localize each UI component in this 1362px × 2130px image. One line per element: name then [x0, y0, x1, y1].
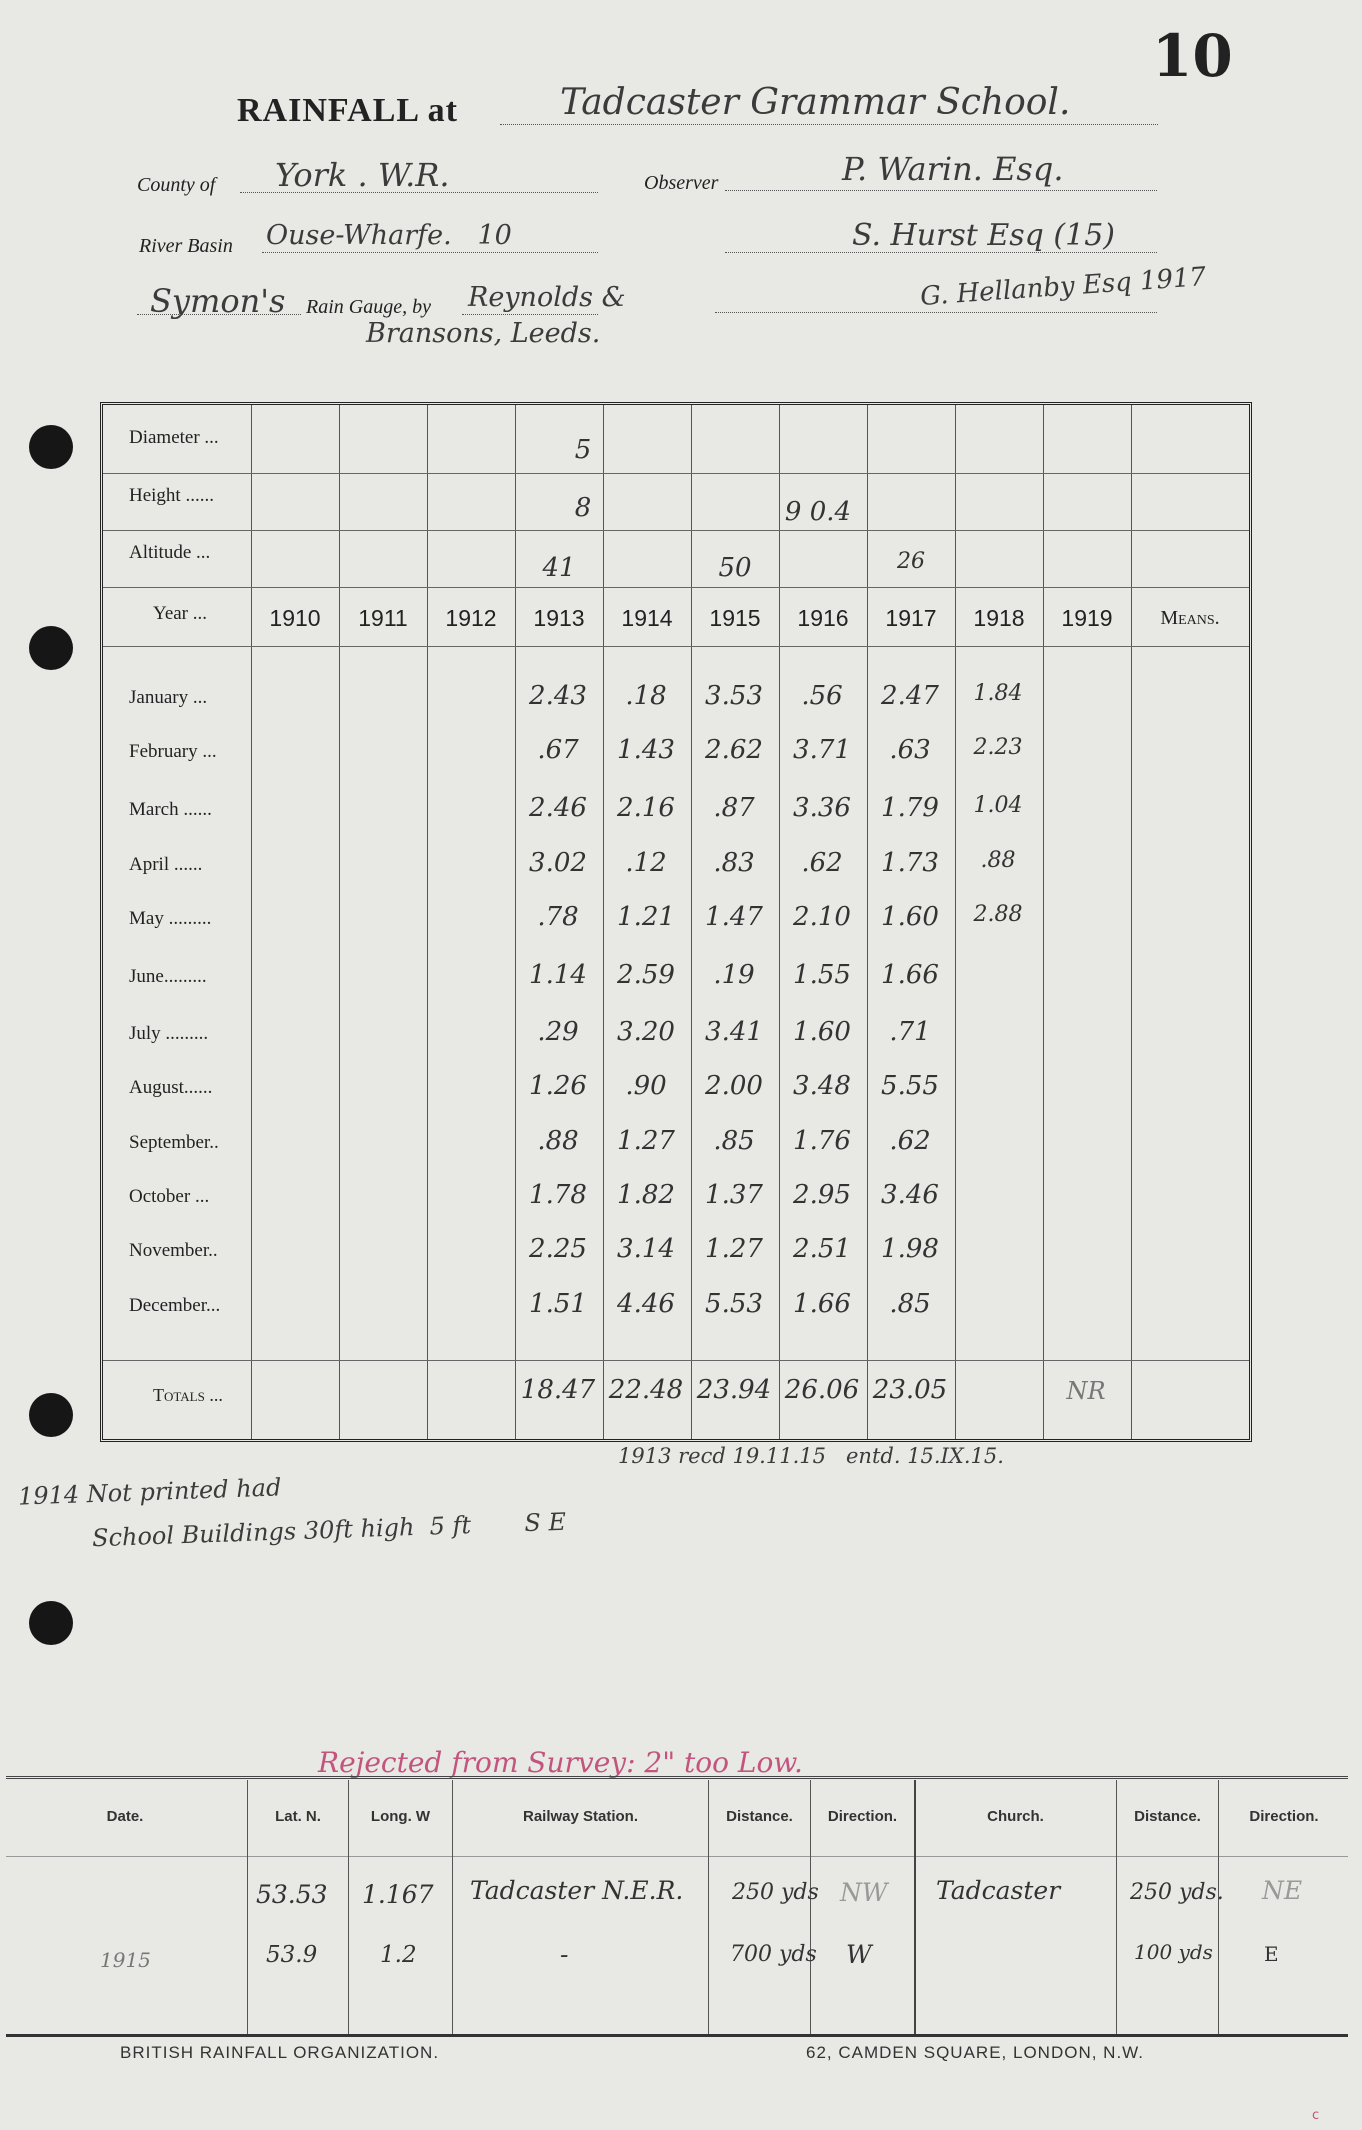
- rain-1915-m8: 2.00: [705, 1071, 763, 1101]
- punch-hole: [29, 1601, 73, 1645]
- county-value: York . W.R.: [275, 156, 450, 194]
- rain-1914-m8: .90: [625, 1071, 667, 1101]
- rain-1913-m4: 3.02: [529, 848, 587, 878]
- row2-church-direction: E: [1264, 1942, 1279, 1966]
- rain-1916-m12: 1.66: [793, 1289, 851, 1319]
- row2-date: 1915: [100, 1948, 151, 1972]
- rain-1916-m5: 2.10: [793, 902, 851, 932]
- river-basin-value: Ouse-Wharfe. 10: [266, 220, 512, 251]
- header-rail-direction: Direction.: [827, 1808, 898, 1825]
- rain-1915-m4: .83: [713, 848, 755, 878]
- rain-1913-m7: .29: [537, 1017, 579, 1047]
- row2-rail-distance: 700 yds: [730, 1942, 817, 1967]
- month-july: July .........: [129, 1023, 209, 1044]
- rain-1916-m11: 2.51: [793, 1234, 851, 1264]
- rain-1913-m8: 1.26: [529, 1071, 587, 1101]
- rain-1915-m1: 3.53: [705, 681, 763, 711]
- rain-1917-m12: .85: [889, 1289, 931, 1319]
- month-october: October ...: [129, 1186, 210, 1207]
- row1-rail-distance: 250 yds: [732, 1880, 819, 1905]
- year-1910: 1910: [269, 605, 321, 631]
- footer-address: 62, CAMDEN SQUARE, LONDON, N.W.: [806, 2043, 1144, 2062]
- note-line-1: 1914 Not printed had: [17, 1473, 282, 1511]
- row1-lat: 53.53: [256, 1880, 328, 1909]
- rain-1913-m3: 2.46: [529, 793, 587, 823]
- corner-mark: c: [1312, 2108, 1320, 2123]
- rain-1918-m1: 1.84: [973, 681, 1023, 706]
- year-1911: 1911: [358, 605, 408, 631]
- rain-1913-m2: .67: [537, 735, 579, 765]
- height-value-1915: 9 0.4: [784, 497, 852, 527]
- rain-1916-m8: 3.48: [793, 1071, 851, 1101]
- altitude-label: Altitude ...: [129, 542, 211, 563]
- rain-1913-m12: 1.51: [529, 1289, 587, 1319]
- year-1913: 1913: [533, 605, 585, 631]
- rain-1917-m4: 1.73: [881, 848, 939, 878]
- altitude-value-1913: 41: [542, 553, 576, 583]
- rain-1916-m9: 1.76: [793, 1126, 851, 1156]
- year-1917: 1917: [885, 605, 937, 631]
- rain-1914-m9: 1.27: [617, 1126, 675, 1156]
- rain-1916-m1: .56: [801, 681, 843, 711]
- rain-1913-m1: 2.43: [529, 681, 587, 711]
- rain-1917-m2: .63: [889, 735, 931, 765]
- row2-lat: 53.9: [266, 1942, 318, 1968]
- station-name: Tadcaster Grammar School.: [560, 82, 1071, 123]
- year-1918: 1918: [973, 605, 1025, 631]
- gauge-maker-line2: Bransons, Leeds.: [366, 318, 601, 349]
- year-1912: 1912: [445, 605, 497, 631]
- rain-1917-m6: 1.66: [881, 960, 939, 990]
- rain-1918-m4: .88: [980, 848, 1016, 873]
- height-value-1913: 8: [574, 493, 592, 523]
- height-label: Height ......: [129, 485, 214, 506]
- rain-1914-m5: 1.21: [617, 902, 675, 932]
- diameter-value: 5: [574, 435, 592, 465]
- month-april: April ......: [129, 854, 203, 875]
- rain-1917-m5: 1.60: [881, 902, 939, 932]
- diameter-label: Diameter ...: [129, 427, 219, 448]
- rain-1914-m1: .18: [625, 681, 667, 711]
- rain-1914-m7: 3.20: [617, 1017, 675, 1047]
- gauge-maker-line1: Reynolds &: [468, 282, 626, 313]
- row1-rail-direction: NW: [840, 1878, 888, 1907]
- year-label: Year ...: [153, 603, 208, 624]
- rain-1917-m3: 1.79: [881, 793, 939, 823]
- month-january: January ...: [129, 687, 208, 708]
- total-1914: 22.48: [608, 1375, 684, 1405]
- rain-1917-m8: 5.55: [881, 1071, 939, 1101]
- year-1919: 1919: [1061, 605, 1113, 631]
- year-1915: 1915: [709, 605, 761, 631]
- rain-1913-m10: 1.78: [529, 1180, 587, 1210]
- rain-1916-m2: 3.71: [793, 735, 851, 765]
- row1-church-distance: 250 yds.: [1130, 1880, 1224, 1905]
- rain-1916-m7: 1.60: [793, 1017, 851, 1047]
- rain-1914-m3: 2.16: [617, 793, 675, 823]
- month-september: September..: [129, 1132, 219, 1153]
- year-1916: 1916: [797, 605, 849, 631]
- month-november: November..: [129, 1240, 218, 1261]
- rain-1917-m1: 2.47: [881, 681, 939, 711]
- rain-1914-m6: 2.59: [617, 960, 675, 990]
- month-august: August......: [129, 1077, 213, 1098]
- total-1919: NR: [1066, 1377, 1106, 1405]
- station-table: [0, 1776, 1362, 2038]
- rain-1918-m2: 2.23: [973, 735, 1023, 760]
- total-1913: 18.47: [520, 1375, 596, 1405]
- rain-1918-m5: 2.88: [973, 902, 1023, 927]
- rain-1917-m11: 1.98: [881, 1234, 939, 1264]
- rain-1916-m6: 1.55: [793, 960, 851, 990]
- river-basin-label: River Basin: [139, 235, 233, 257]
- observer-1: P. Warin. Esq.: [842, 150, 1064, 188]
- total-1916: 26.06: [784, 1375, 860, 1405]
- row2-rail-direction: W: [846, 1940, 872, 1969]
- rain-1914-m4: .12: [625, 848, 667, 878]
- row1-long: 1.167: [362, 1880, 434, 1909]
- rain-1915-m2: 2.62: [705, 735, 763, 765]
- month-march: March ......: [129, 799, 212, 820]
- header-date: Date.: [106, 1808, 144, 1825]
- rain-1915-m5: 1.47: [705, 902, 763, 932]
- observer-2: S. Hurst Esq (15): [852, 218, 1115, 253]
- header-church-distance: Distance.: [1134, 1808, 1201, 1825]
- row1-railway: Tadcaster N.E.R.: [470, 1876, 684, 1905]
- rain-1914-m12: 4.46: [617, 1289, 675, 1319]
- rain-1915-m3: .87: [713, 793, 755, 823]
- observer-label: Observer: [644, 172, 719, 194]
- rain-1916-m10: 2.95: [793, 1180, 851, 1210]
- rain-1917-m7: .71: [889, 1017, 931, 1047]
- county-label: County of: [137, 174, 216, 196]
- row2-church-distance: 100 yds: [1134, 1940, 1213, 1964]
- rain-1915-m11: 1.27: [705, 1234, 763, 1264]
- month-february: February ...: [129, 741, 217, 762]
- rain-1915-m7: 3.41: [705, 1017, 763, 1047]
- rain-1915-m9: .85: [713, 1126, 755, 1156]
- altitude-value-1917: 26: [897, 549, 925, 574]
- rain-1916-m4: .62: [801, 848, 843, 878]
- row1-church: Tadcaster: [936, 1876, 1061, 1905]
- rain-1913-m9: .88: [537, 1126, 579, 1156]
- means-header: Means.: [1160, 607, 1220, 629]
- month-december: December...: [129, 1295, 221, 1316]
- page-number: 10: [1152, 22, 1233, 90]
- total-1917: 23.05: [872, 1375, 948, 1405]
- rain-1917-m9: .62: [889, 1126, 931, 1156]
- total-1915: 23.94: [696, 1375, 772, 1405]
- header-railway: Railway Station.: [522, 1808, 639, 1825]
- gauge-type: Symon's: [150, 282, 286, 320]
- rain-1918-m3: 1.04: [973, 793, 1023, 818]
- rain-1915-m10: 1.37: [705, 1180, 763, 1210]
- rain-1916-m3: 3.36: [793, 793, 851, 823]
- note-line-2: School Buildings 30ft high 5 ft S E: [91, 1507, 567, 1553]
- rain-1914-m2: 1.43: [617, 735, 675, 765]
- observer-3: G. Hellanby Esq 1917: [919, 262, 1208, 312]
- altitude-value-1915: 50: [718, 553, 752, 583]
- header-lat: Lat. N.: [275, 1808, 321, 1825]
- header-church-direction: Direction.: [1249, 1808, 1319, 1825]
- rain-1915-m6: .19: [713, 960, 755, 990]
- row2-railway: -: [560, 1940, 569, 1969]
- footer-organization: BRITISH RAINFALL ORGANIZATION.: [120, 2043, 440, 2062]
- rain-1913-m6: 1.14: [529, 960, 587, 990]
- rain-1917-m10: 3.46: [881, 1180, 939, 1210]
- row1-church-direction: NE: [1262, 1876, 1303, 1905]
- header-rail-distance: Distance.: [726, 1808, 793, 1825]
- header-title: RAINFALL at: [237, 92, 458, 129]
- row2-long: 1.2: [380, 1942, 417, 1968]
- month-june: June.........: [129, 966, 207, 987]
- rain-1915-m12: 5.53: [705, 1289, 763, 1319]
- rain-1914-m11: 3.14: [617, 1234, 675, 1264]
- header-long: Long. W: [370, 1808, 431, 1825]
- month-may: May .........: [129, 908, 212, 929]
- gauge-label: Rain Gauge, by: [306, 296, 431, 318]
- totals-label: Totals ...: [153, 1385, 223, 1405]
- punch-hole: [29, 425, 73, 469]
- year-1914: 1914: [621, 605, 673, 631]
- punch-hole: [29, 626, 73, 670]
- rain-1914-m10: 1.82: [617, 1180, 675, 1210]
- punch-hole: [29, 1393, 73, 1437]
- received-note: 1913 recd 19.11.15 entd. 15.IX.15.: [618, 1444, 1004, 1468]
- rain-1913-m5: .78: [537, 902, 579, 932]
- rejected-note: Rejected from Survey: 2" too Low.: [318, 1746, 803, 1779]
- rain-1913-m11: 2.25: [529, 1234, 587, 1264]
- rainfall-table: [100, 402, 1252, 1442]
- header-church: Church.: [987, 1808, 1044, 1825]
